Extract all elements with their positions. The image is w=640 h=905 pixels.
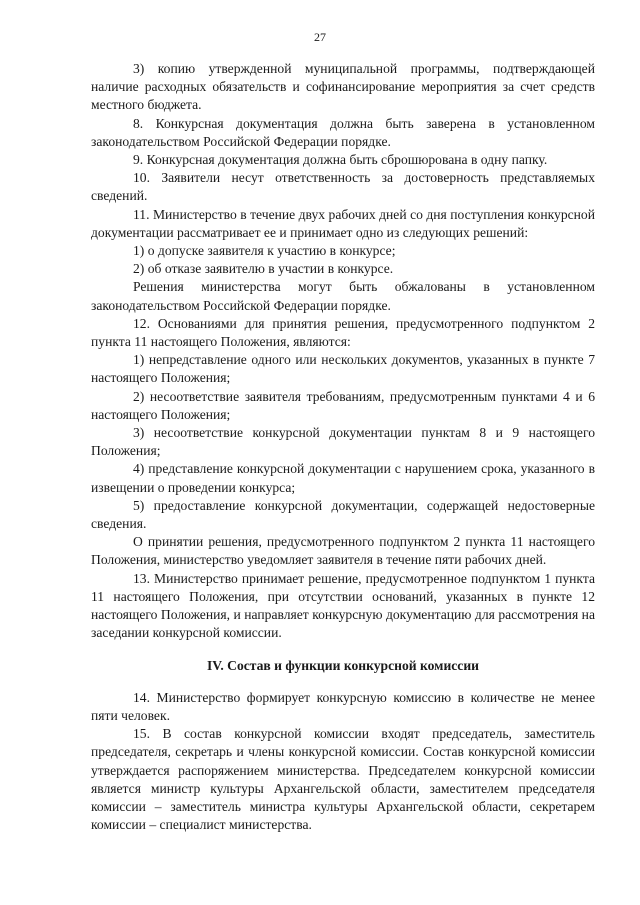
paragraph-14-commission: 14. Министерство формирует конкурсную комиссию в количестве не менее пяти человек. [91,689,595,723]
paragraph-10-responsibility: 10. Заявители несут ответственность за достоверность представляемых сведений. [91,170,595,204]
paragraph-11-option-1: 1) о допуске заявителя к участию в конкурсе; [133,243,396,259]
paragraph-8-certification: 8. Конкурсная документация должна быть заверена в установленном законодательством Российской Федерации порядке. [91,115,595,149]
paragraph-12-item-1: 1) непредставление одного или нескольких документов, указанных в пункте 7 настоящего Положения; [91,352,595,386]
paragraph-appeal: Решения министерства могут быть обжалованы в установленном законодательством Российской Федерации порядке. [91,279,595,313]
paragraph-9-binding: 9. Конкурсная документация должна быть сброшюрована в одну папку. [133,152,548,168]
paragraph-12-item-2: 2) несоответствие заявителя требованиям, предусмотренным пунктами 4 и 6 настоящего Положения; [91,388,595,422]
paragraph-notification: О принятии решения, предусмотренного подпунктом 2 пункта 11 настоящего Положения, министерство уведомляет заявителя в течение пяти рабочих дней. [91,534,595,568]
paragraph-15-composition: 15. В состав конкурсной комиссии входят председатель, заместитель председателя, секретарь и члены конкурсной комиссии. Состав конкурсной комиссии утверждается распоряжением министерства. Председателем конкурсной комиссии является министр культуры Архангельской области, заместителем председателя комиссии – заместитель министра культуры Архангельской области, секретарем комиссии – специалист министерства. [91,726,595,833]
paragraph-11-review: 11. Министерство в течение двух рабочих дней со дня поступления конкурсной документации рассматривает ее и принимает одно из следующих решений: [91,206,595,240]
paragraph-3-copy-program: 3) копию утвержденной муниципальной программы, подтверждающей наличие расходных обязательств и софинансирование мероприятия за счет средств местного бюджета. [91,61,595,113]
paragraph-12-item-3: 3) несоответствие конкурсной документации пунктам 8 и 9 настоящего Положения; [91,425,595,459]
page-number: 27 [314,30,326,44]
paragraph-12-grounds: 12. Основаниями для принятия решения, предусмотренного подпунктом 2 пункта 11 настоящего Положения, являются: [91,315,595,350]
paragraph-12-item-4: 4) представление конкурсной документации с нарушением срока, указанного в извещении о проведении конкурса; [91,461,595,495]
document-body [91,60,595,834]
paragraph-12-item-5: 5) предоставление конкурсной документации, содержащей недостоверные сведения. [91,497,595,532]
section-heading: IV. Состав и функции конкурсной комиссии [206,657,480,673]
paragraph-13-decision: 13. Министерство принимает решение, предусмотренное подпунктом 1 пункта 11 настоящего Положения, при отсутствии оснований, указанных в пункте 12 настоящего Положения, и направляет конкурсную документацию для рассмотрения на заседании конкурсной комиссии. [91,570,595,641]
paragraph-11-option-2: 2) об отказе заявителю в участии в конкурсе. [133,261,394,277]
